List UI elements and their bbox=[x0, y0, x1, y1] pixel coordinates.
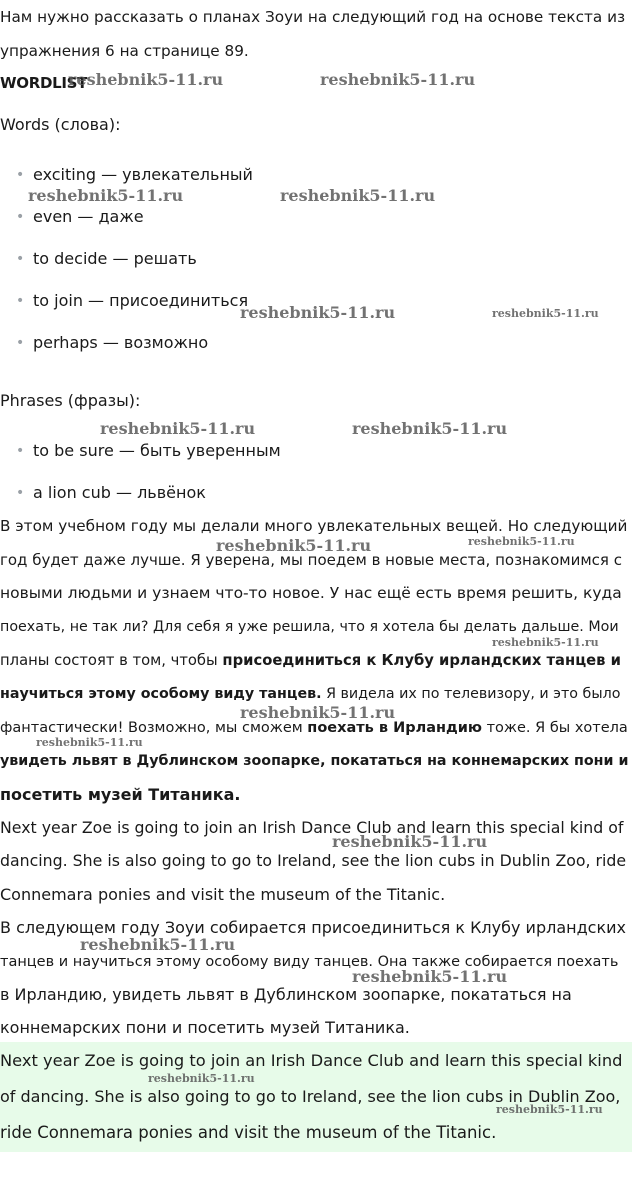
text-span: Я видела их по телевизору, и это было bbox=[321, 686, 621, 702]
watermark: reshebnik5-11.ru bbox=[492, 636, 599, 649]
list-item bbox=[16, 290, 248, 312]
watermark: reshebnik5-11.ru bbox=[320, 70, 476, 89]
intro-text bbox=[0, 6, 625, 62]
watermark: reshebnik5-11.ru bbox=[468, 535, 575, 548]
text-line: В следующем году Зоуи собирается присоединиться к Клубу ирландских bbox=[0, 918, 626, 937]
text-line: Next year Zoe is going to join an Irish Dance Club and learn this special kind bbox=[0, 1051, 623, 1070]
highlighted-answer bbox=[0, 1042, 632, 1152]
list-item-text: exciting — увлекательный bbox=[33, 165, 253, 184]
text-line: Next year Zoe is going to join an Irish Dance Club and learn this special kind of bbox=[0, 818, 624, 837]
text-line: поехать, не так ли? Для себя я уже решила, что я хотела бы делать дальше. Мои bbox=[0, 619, 619, 635]
text-line: увидеть львят в Дублинском зоопарке, покататься на коннемарских пони и bbox=[0, 753, 629, 769]
text-line: В этом учебном году мы делали много увлекательных вещей. Но следующий bbox=[0, 517, 628, 535]
text-line bbox=[0, 650, 621, 672]
list-item bbox=[16, 332, 208, 354]
watermark: reshebnik5-11.ru bbox=[80, 935, 236, 954]
list-item-text: a lion cub — львёнок bbox=[33, 483, 206, 502]
text-line: коннемарских пони и посетить музей Титаника. bbox=[0, 1018, 410, 1037]
list-item bbox=[16, 164, 253, 186]
text-line: год будет даже лучше. Я уверена, мы поедем в новые места, познакомимся с bbox=[0, 551, 622, 569]
text-span: фантастически! Возможно, мы сможем bbox=[0, 720, 308, 736]
bold-span: научиться этому особому виду танцев. bbox=[0, 686, 322, 702]
watermark: reshebnik5-11.ru bbox=[28, 186, 184, 205]
text-span: тоже. Я бы хотела bbox=[482, 720, 628, 736]
watermark: reshebnik5-11.ru bbox=[352, 419, 508, 438]
list-item bbox=[16, 206, 144, 228]
text-line: ride Connemara ponies and visit the museum of the Titanic. bbox=[0, 1123, 497, 1142]
text-line: of dancing. She is also going to go to Ireland, see the lion cubs in Dublin Zoo, bbox=[0, 1087, 621, 1106]
text-line: посетить музей Титаника. bbox=[0, 785, 241, 804]
wordlist-label: WORDLIST bbox=[0, 74, 88, 92]
list-item bbox=[16, 440, 281, 462]
list-item-text: to decide — решать bbox=[33, 249, 197, 268]
watermark: reshebnik5-11.ru bbox=[280, 186, 436, 205]
bold-span: поехать в Ирландию bbox=[307, 720, 482, 736]
text-line: Connemara ponies and visit the museum of the Titanic. bbox=[0, 885, 446, 904]
phrases-heading: Phrases (фразы): bbox=[0, 391, 141, 410]
watermark: reshebnik5-11.ru bbox=[36, 736, 143, 749]
text-line bbox=[0, 683, 620, 705]
watermark: reshebnik5-11.ru bbox=[216, 536, 372, 555]
list-item-text: perhaps — возможно bbox=[33, 333, 209, 352]
words-heading: Words (слова): bbox=[0, 115, 121, 134]
watermark: reshebnik5-11.ru bbox=[100, 419, 256, 438]
intro-line-1: Нам нужно рассказать о планах Зоуи на следующий год на основе текста из bbox=[0, 8, 626, 26]
text-line: dancing. She is also going to go to Ireland, see the lion cubs in Dublin Zoo, ride bbox=[0, 851, 627, 870]
list-item-text: to join — присоединиться bbox=[33, 291, 249, 310]
watermark: reshebnik5-11.ru bbox=[496, 1103, 603, 1116]
list-item bbox=[16, 482, 206, 504]
text-line: в Ирландию, увидеть львят в Дублинском зоопарке, покататься на bbox=[0, 985, 572, 1004]
watermark: reshebnik5-11.ru bbox=[332, 832, 488, 851]
watermark: reshebnik5-11.ru bbox=[68, 70, 224, 89]
watermark: reshebnik5-11.ru bbox=[492, 307, 599, 320]
bold-span: присоединиться к Клубу ирландских танцев и bbox=[222, 652, 621, 669]
intro-line-2: упражнения 6 на странице 89. bbox=[0, 42, 249, 60]
list-item-text: even — даже bbox=[33, 207, 144, 226]
text-line: новыми людьми и узнаем что-то новое. У нас ещё есть время решить, куда bbox=[0, 584, 622, 602]
text-span: планы состоят в том, чтобы bbox=[0, 652, 223, 669]
watermark: reshebnik5-11.ru bbox=[240, 303, 396, 322]
list-item bbox=[16, 248, 197, 270]
watermark: reshebnik5-11.ru bbox=[240, 703, 396, 722]
watermark: reshebnik5-11.ru bbox=[352, 967, 508, 986]
list-item-text: to be sure — быть уверенным bbox=[33, 441, 281, 460]
watermark: reshebnik5-11.ru bbox=[148, 1072, 255, 1085]
text-line: танцев и научиться этому особому виду танцев. Она также собирается поехать bbox=[0, 954, 619, 970]
